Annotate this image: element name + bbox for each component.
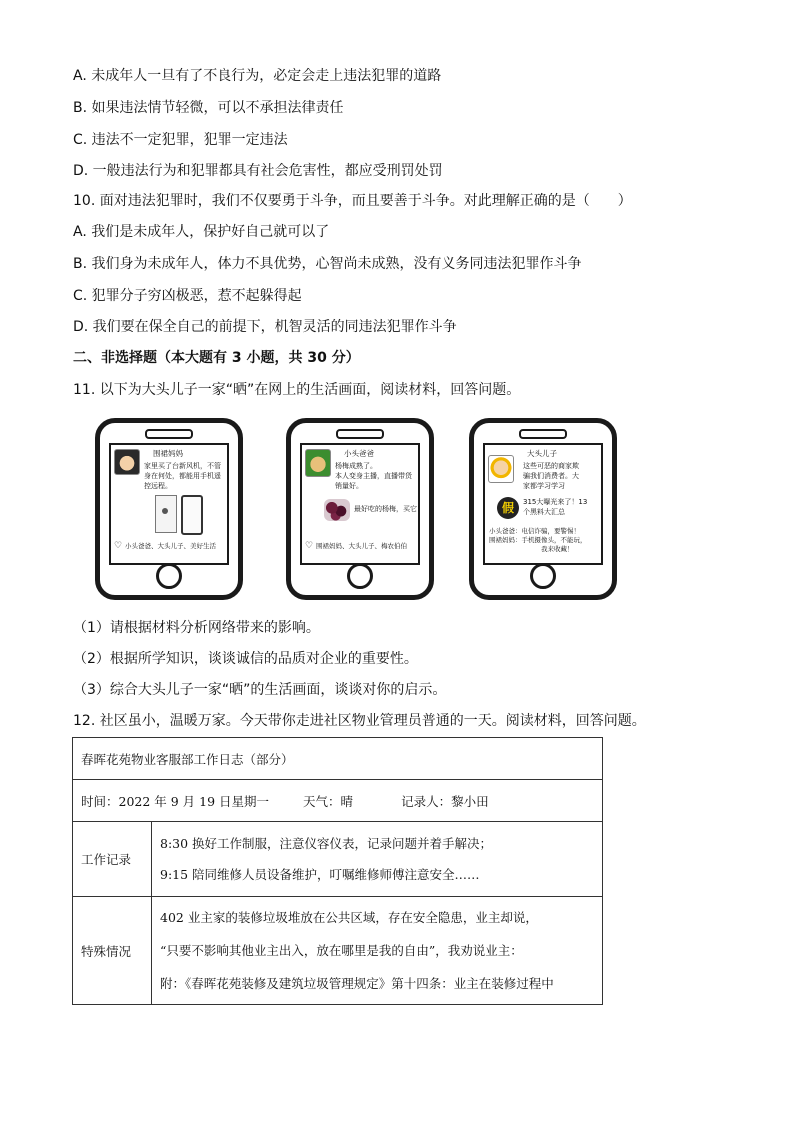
q11-sub3: （3）综合大头儿子一家“晒”的生活画面，谈谈对你的启示。 (73, 682, 447, 698)
q9-option-a: A. 未成年人一旦有了不良行为，必定会走上违法犯罪的道路 (73, 68, 442, 84)
log-title: 春晖花苑物业客服部工作日志（部分） (73, 738, 603, 780)
phone-screen (483, 443, 603, 565)
home-button (347, 563, 373, 589)
post-author: 小头爸爸 (344, 449, 374, 458)
q10-option-b: B. 我们身为未成年人，体力不具优势，心智尚未成熟，没有义务同违法犯罪作斗争 (73, 256, 582, 272)
heart-icon: ♡ (114, 541, 123, 551)
q10-stem: 10. 面对违法犯罪时，我们不仅要勇于斗争，而且要善于斗争。对此理解正确的是（ ） (73, 193, 632, 209)
air-purifier-image (155, 495, 177, 533)
likes-text: 围裙妈妈、大头儿子、梅农伯伯 (316, 542, 407, 550)
post-text-line: 骗我们消费者。大 (523, 472, 579, 480)
heart-icon: ♡ (305, 541, 314, 551)
post-caption-line: 个黑料大汇总 (523, 508, 565, 516)
q9-option-c: C. 违法不一定犯罪，犯罪一定违法 (73, 132, 288, 148)
special-case-content (152, 897, 603, 1005)
q10-option-d: D. 我们要在保全自己的前提下，机智灵活的同违法犯罪作斗争 (73, 319, 457, 335)
special-case-line: 402 业主家的装修垃圾堆放在公共区域，存在安全隐患，业主却说， (160, 910, 538, 925)
q11-sub1: （1）请根据材料分析网络带来的影响。 (73, 620, 320, 636)
post-text-line: 家都学习学习 (523, 482, 565, 490)
log-recorder: 记录人：黎小田 (401, 793, 489, 809)
phone-son (469, 418, 617, 600)
log-weather: 天气：晴 (303, 793, 354, 809)
phone-dad (286, 418, 434, 600)
phone-screen (300, 443, 424, 565)
phone-speaker (145, 429, 193, 439)
comment-line: 小头爸爸：电信诈骗，要警惕！ (489, 527, 580, 535)
home-button (156, 563, 182, 589)
work-record-content (152, 822, 603, 897)
avatar (488, 455, 514, 483)
work-log-table (72, 737, 603, 1005)
log-meta (73, 780, 603, 822)
fake-badge: 假 (497, 497, 519, 519)
work-record-line: 9:15 陪同维修人员设备维护，叮嘱维修师傅注意安全…… (160, 867, 480, 882)
post-caption-line: 315大曝光来了！13 (523, 498, 588, 506)
comment-line: 我来收藏！ (541, 545, 574, 553)
special-case-line: “只要不影响其他业主出入，放在哪里是我的自由”，我劝说业主： (160, 943, 523, 958)
q9-option-b: B. 如果违法情节轻微，可以不承担法律责任 (73, 100, 344, 116)
comment-line: 围裙妈妈：手机摄像头，不能玩， (489, 536, 587, 544)
q10-option-c: C. 犯罪分子穷凶极恶，惹不起躲得起 (73, 288, 302, 304)
q9-option-d: D. 一般违法行为和犯罪都具有社会危害性，都应受刑罚处罚 (73, 163, 443, 179)
home-button (530, 563, 556, 589)
special-case-line: 附：《春晖花苑装修及建筑垃圾管理规定》第十四条：业主在装修过程中 (160, 976, 554, 991)
phone-speaker (336, 429, 384, 439)
post-caption: 最好吃的杨梅，买它！ (354, 505, 424, 513)
bayberry-image (324, 499, 350, 521)
post-text-line: 身在何处，都能用手机遥 (144, 472, 221, 480)
phone-screen (109, 443, 229, 565)
post-author: 大头儿子 (527, 449, 557, 458)
q12-stem: 12. 社区虽小，温暖万家。今天带你走进社区物业管理员普通的一天。阅读材料，回答问题。 (73, 713, 646, 729)
post-text-line: 家里买了台新风机，不管 (144, 462, 221, 470)
post-text-line: 销量好。 (335, 482, 363, 490)
post-text-line: 杨梅成熟了。 (335, 462, 377, 470)
q11-stem: 11. 以下为大头儿子一家“晒”在网上的生活画面，阅读材料，回答问题。 (73, 382, 521, 398)
work-record-line: 8:30 换好工作制服，注意仪容仪表，记录问题并着手解决； (160, 836, 493, 851)
likes-text: 小头爸爸、大头儿子、美好生活 (125, 542, 216, 550)
special-case-label: 特殊情况 (73, 897, 152, 1005)
post-text-line: 控远程。 (144, 482, 172, 490)
post-text-line: 这些可恶的商家欺 (523, 462, 579, 470)
smartphone-image (181, 495, 203, 535)
q11-sub2: （2）根据所学知识，谈谈诚信的品质对企业的重要性。 (73, 651, 418, 667)
log-time: 时间：2022 年 9 月 19 日星期一 (81, 793, 270, 809)
phone-mom (95, 418, 243, 600)
avatar (305, 449, 331, 477)
avatar (114, 449, 140, 475)
post-author: 围裙妈妈 (153, 449, 183, 458)
q10-option-a: A. 我们是未成年人，保护好自己就可以了 (73, 224, 330, 240)
section-heading: 二、非选择题（本大题有 3 小题，共 30 分） (73, 350, 360, 366)
phone-speaker (519, 429, 567, 439)
post-text-line: 本人变身主播，直播带货 (335, 472, 412, 480)
work-record-label: 工作记录 (73, 822, 152, 897)
